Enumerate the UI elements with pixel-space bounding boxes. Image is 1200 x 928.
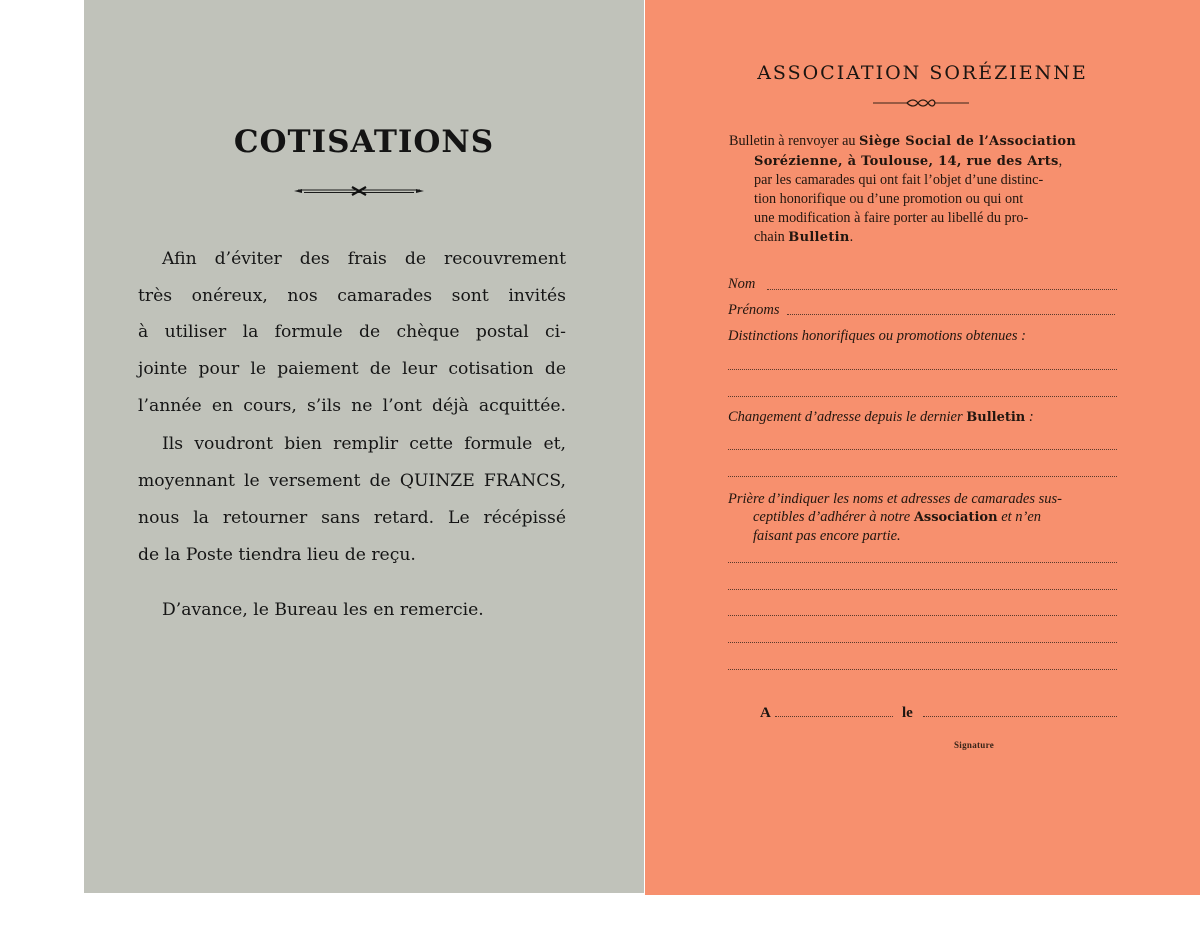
association-title: ASSOCIATION SORÉZIENNE xyxy=(757,62,1088,84)
address-field-line[interactable] xyxy=(728,476,1117,477)
intro-line xyxy=(729,132,1076,151)
referral-label-line: faisant pas encore partie. xyxy=(753,528,901,544)
ornament-divider-icon xyxy=(873,98,969,108)
intro-bold-text: Siège Social de l’Association xyxy=(859,134,1077,149)
distinctions-field-line[interactable] xyxy=(728,369,1117,370)
distinctions-label: Distinctions honorifiques ou promotions obtenues : xyxy=(728,328,1026,344)
body-text-line: l’année en cours, s’ils ne l’ont déjà acquittée. xyxy=(138,396,566,416)
distinctions-field-line[interactable] xyxy=(728,396,1117,397)
label-text: ceptibles d’adhérer à notre xyxy=(753,509,914,525)
nom-label: Nom xyxy=(728,276,756,292)
address-bold-text: Sorézienne, à Toulouse, 14, rue des Arts xyxy=(754,154,1059,169)
intro-line: une modification à faire porter au libellé du pro- xyxy=(754,210,1029,226)
intro-line xyxy=(754,152,1062,171)
closing-line: D’avance, le Bureau les en remercie. xyxy=(162,600,484,620)
ornament-divider-icon xyxy=(294,185,424,197)
referral-field-line[interactable] xyxy=(728,669,1117,670)
bulletin-form-page xyxy=(645,0,1200,895)
body-text-line: moyennant le versement de QUINZE FRANCS, xyxy=(138,471,566,491)
signature-area[interactable] xyxy=(895,755,1095,785)
body-text-line: jointe pour le paiement de leur cotisation de xyxy=(138,359,566,379)
date-label: le xyxy=(902,705,913,721)
intro-text: , xyxy=(1058,153,1063,169)
intro-text: . xyxy=(849,229,854,245)
signature-label: Signature xyxy=(954,740,995,750)
referral-field-line[interactable] xyxy=(728,589,1117,590)
intro-text: chain xyxy=(754,229,789,245)
label-text: : xyxy=(1025,409,1034,425)
page-title: COTISATIONS xyxy=(233,124,495,160)
body-text-line: de la Poste tiendra lieu de reçu. xyxy=(138,545,416,565)
cotisations-page xyxy=(84,0,644,893)
address-field-line[interactable] xyxy=(728,449,1117,450)
label-bold-text: Bulletin xyxy=(966,410,1026,425)
address-change-label xyxy=(728,409,1034,426)
referral-field-line[interactable] xyxy=(728,642,1117,643)
label-bold-text: Association xyxy=(913,510,998,525)
body-text-line: Ils voudront bien remplir cette formule et, xyxy=(162,434,566,454)
place-field[interactable] xyxy=(775,716,893,717)
referral-label-line: Prière d’indiquer les noms et adresses de camarades sus- xyxy=(728,491,1062,507)
intro-line: par les camarades qui ont fait l’objet d’une distinc- xyxy=(754,172,1044,188)
referral-field-line[interactable] xyxy=(728,562,1117,563)
referral-field-line[interactable] xyxy=(728,615,1117,616)
nom-field[interactable] xyxy=(767,289,1117,290)
prenoms-label: Prénoms xyxy=(728,302,780,318)
body-text-line: Afin d’éviter des frais de recouvrement xyxy=(162,249,566,269)
intro-bold-text: Bulletin xyxy=(788,230,850,245)
intro-text: Bulletin à renvoyer au xyxy=(729,133,860,149)
referral-label-line xyxy=(753,509,1041,526)
label-text: et n’en xyxy=(997,509,1042,525)
prenoms-field[interactable] xyxy=(787,314,1115,315)
date-field[interactable] xyxy=(923,716,1117,717)
intro-line: tion honorifique ou d’une promotion ou qui ont xyxy=(754,191,1024,207)
body-text-line: nous la retourner sans retard. Le récépissé xyxy=(138,508,566,528)
intro-line xyxy=(754,228,853,247)
label-text: Changement d’adresse depuis le dernier xyxy=(728,409,967,425)
body-text-line: à utiliser la formule de chèque postal ci- xyxy=(138,322,566,342)
place-label: A xyxy=(760,705,771,721)
body-text-line: très onéreux, nos camarades sont invités xyxy=(138,286,566,306)
